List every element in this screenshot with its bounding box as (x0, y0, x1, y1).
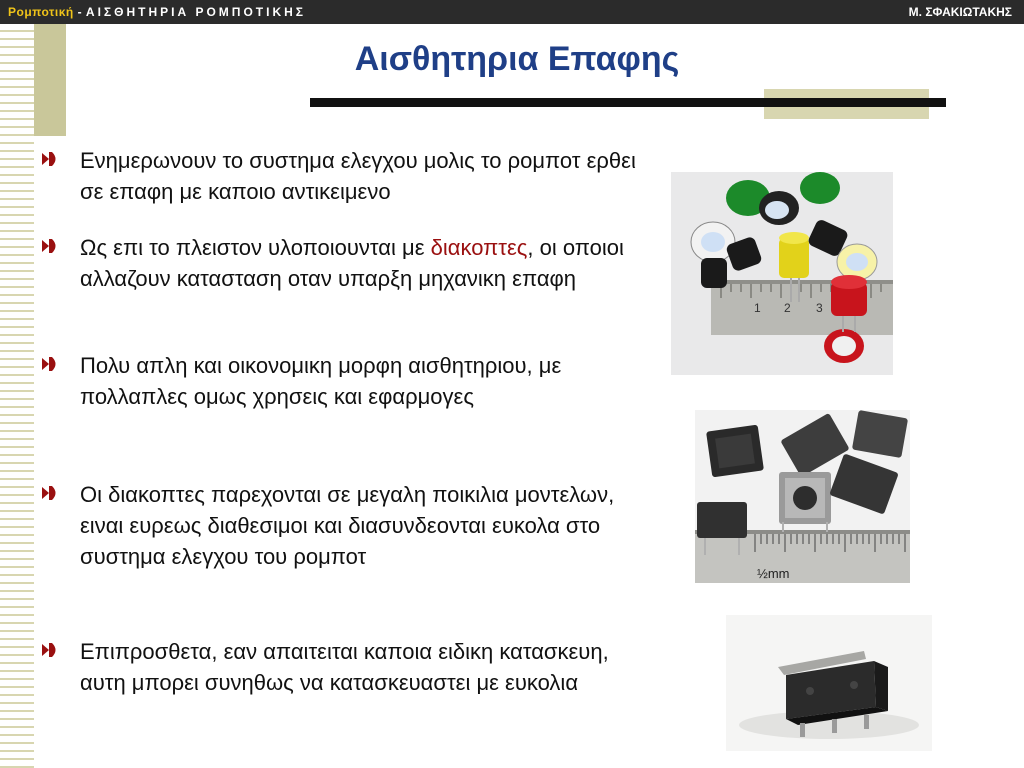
title-rule (310, 98, 946, 107)
tactile-switches-photo (695, 410, 910, 583)
bullet-text: Πολυ απλη και οικονομικη μορφη αισθητηριου, με πολλαπλες ομως χρησεις και εφαρμογες (80, 353, 562, 409)
header-brand: Ρομποτική (8, 5, 74, 19)
ruler-number: 1 (754, 301, 761, 315)
ruler-number: 3 (816, 301, 823, 315)
bullet-arrow-icon (40, 354, 62, 374)
header-subtitle: ΑΙΣΘΗΤΗΡΙΑ ΡΟΜΠΟΤΙΚΗΣ (85, 5, 306, 19)
bullet-text-end: , οι οποιοι αλλαζουν κατασταση οταν υπαρξη μηχανικη επαφη (80, 235, 624, 291)
bullet-text-start: Ως επι το πλειστον υλοποιουνται με (80, 235, 431, 260)
micro-switch-photo (726, 615, 932, 751)
header-bar (0, 0, 1024, 24)
bullet-arrow-icon (40, 483, 62, 503)
header-author: Μ. ΣΦΑΚΙΩΤΑΚΗΣ (908, 5, 1012, 19)
ruler-label: ½mm (757, 566, 790, 581)
left-stripes-decoration (0, 24, 34, 768)
bullet-highlight-switches: διακοπτες (430, 235, 528, 260)
bullet-text: Οι διακοπτες παρεχονται σε μεγαλη ποικιλια μοντελων, ειναι ευρεως διαθεσιμοι και διασυνδεονται ευκολα στο συστημα ελεγχου του ρομποτ (80, 482, 615, 569)
bullet-text (80, 232, 640, 294)
header-separator: - (73, 5, 86, 19)
bullet-text: Επιπροσθετα, εαν απαιτειται καποια ειδικη κατασκευη, αυτη μπορει συνηθως να κατασκευαστει με ευκολια (80, 639, 609, 695)
bullet-arrow-icon (40, 149, 62, 169)
colored-push-buttons-photo (671, 172, 893, 375)
slide-title: Αισθητηρια Επαφης (354, 40, 680, 78)
bullet-arrow-icon (40, 236, 62, 256)
ruler-number: 2 (784, 301, 791, 315)
header-left (8, 5, 306, 19)
bullet-text: Ενημερωνουν το συστημα ελεγχου μολις το ρομποτ ερθει σε επαφη με καποιο αντικειμενο (80, 148, 636, 204)
bullet-arrow-icon (40, 640, 62, 660)
